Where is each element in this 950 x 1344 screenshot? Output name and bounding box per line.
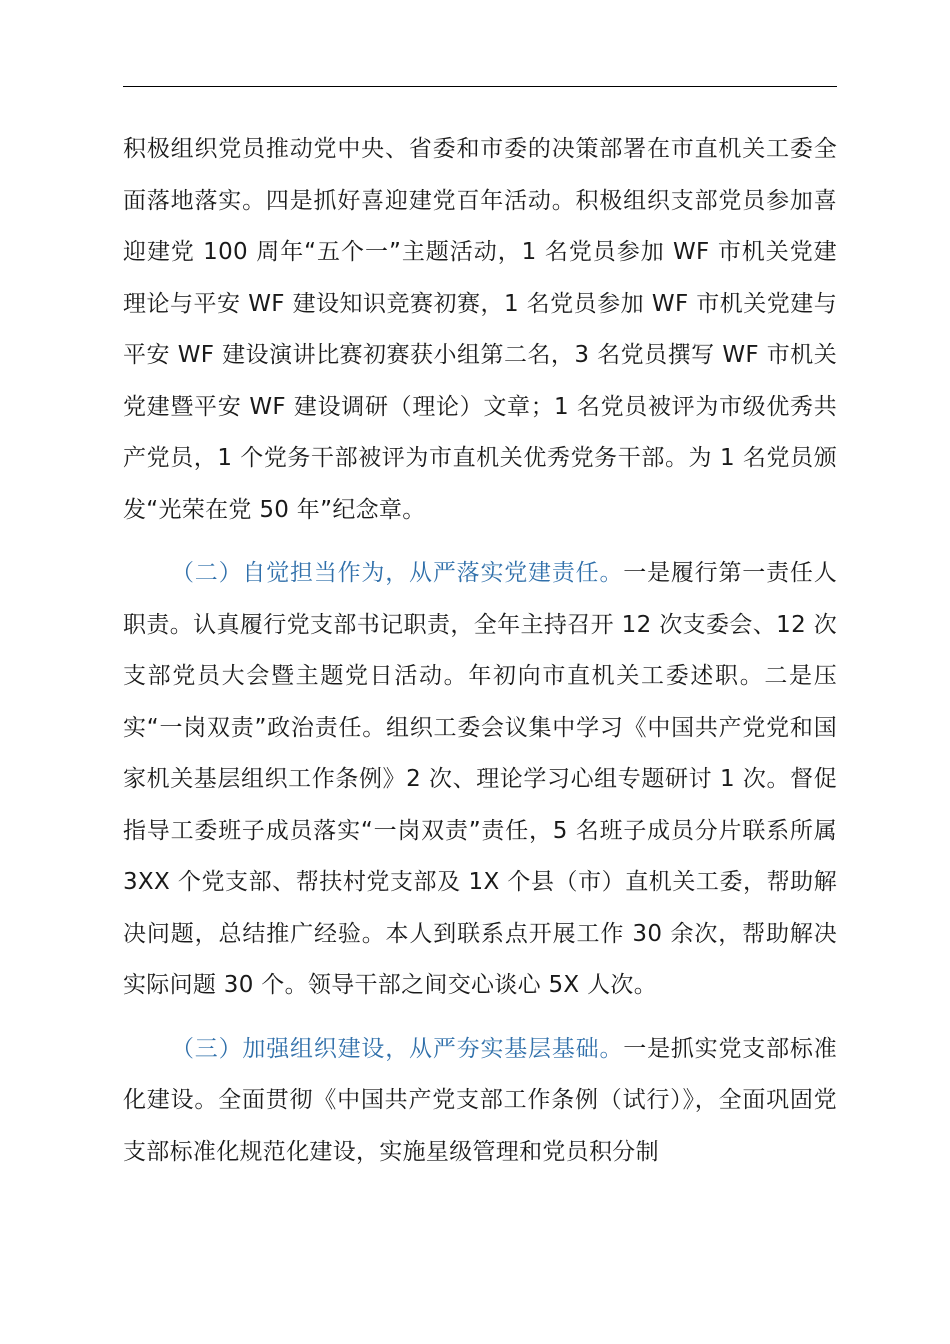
- paragraph-3: [123, 1024, 837, 1179]
- paragraph-3-text: 一是抓实党支部标准化建设。全面贯彻《中国共产党支部工作条例（试行）》，全面巩固党支部标准化规范化建设，实施星级管理和党员积分制: [123, 1035, 837, 1165]
- section-heading-2: （二）自觉担当作为，从严落实党建责任。: [171, 560, 624, 586]
- paragraph-1: [123, 124, 837, 536]
- document-body: [123, 124, 837, 1178]
- paragraph-2: [123, 548, 837, 1012]
- paragraph-1-text: 积极组织党员推动党中央、省委和市委的决策部署在市直机关工委全面落地落实。四是抓好喜迎建党百年活动。积极组织支部党员参加喜迎建党 100 周年“五个一”主题活动，1 名党员参加 WF 市机关党建理论与平安 WF 建设知识竞赛初赛，1 名党员参加 WF 市机关党建与平安 WF 建设演讲比赛初赛获小组第二名，3 名党员撰写 WF 市机关党建暨平安 WF 建设调研（理论）文章；1 名党员被评为市级优秀共产党员，1 个党务干部被评为市直机关优秀党务干部。为 1 名党员颁发“光荣在党 50 年”纪念章。: [123, 136, 837, 523]
- paragraph-2-text: 一是履行第一责任人职责。认真履行党支部书记职责，全年主持召开 12 次支委会、12 次支部党员大会暨主题党日活动。年初向市直机关工委述职。二是压实“一岗双责”政治责任。组织工委会议集中学习《中国共产党党和国家机关基层组织工作条例》2 次、理论学习心组专题研讨 1 次。督促指导工委班子成员落实“一岗双责”责任，5 名班子成员分片联系所属 3XX 个党支部、帮扶村党支部及 1X 个县（市）直机关工委，帮助解决问题，总结推广经验。本人到联系点开展工作 30 余次，帮助解决实际问题 30 个。领导干部之间交心谈心 5X 人次。: [123, 560, 837, 998]
- section-heading-3: （三）加强组织建设，从严夯实基层基础。: [171, 1035, 624, 1062]
- header-rule: [123, 86, 837, 87]
